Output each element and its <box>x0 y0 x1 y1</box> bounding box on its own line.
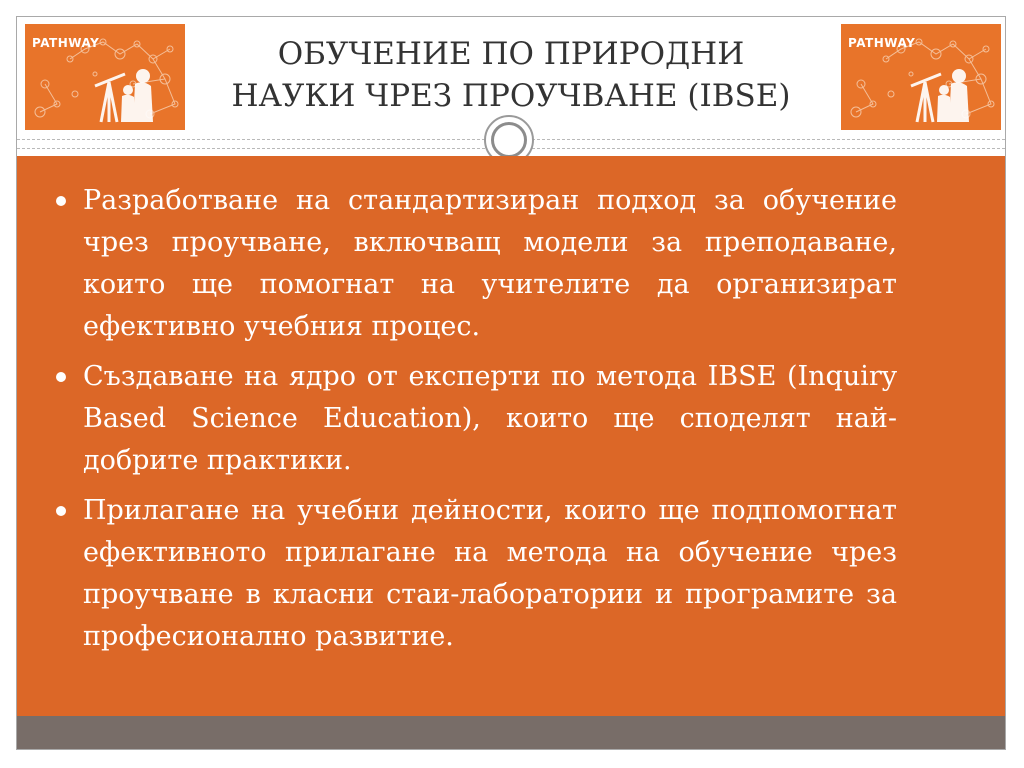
bullet-list <box>83 180 897 666</box>
page-title <box>199 33 823 117</box>
logo-label: PATHWAY <box>32 36 100 50</box>
footer-bar <box>17 716 1005 749</box>
bullet-text: Разработване на стандартизиран подход за обучение чрез проучване, включващ модели за преподаване, които ще помогнат на учителите да организират ефективно учебния процес. <box>83 185 897 342</box>
bullet-text: Прилагане на учебни дейности, които ще подпомогнат ефективното прилагане на метода на обучение чрез проучване в класни стаи-лаборатории и програмите за професионално развитие. <box>83 495 897 652</box>
bullet-text: Създаване на ядро от експерти по метода IBSE (Inquiry Based Science Education), които ще споделят най-добрите практики. <box>83 361 897 476</box>
pathway-logo-right <box>841 24 1001 130</box>
list-item <box>83 490 897 658</box>
title-line-2: НАУКИ ЧРЕЗ ПРОУЧВАНЕ (IBSE) <box>231 78 791 114</box>
list-item <box>83 180 897 348</box>
bullet-dot-icon <box>56 372 66 382</box>
pathway-logo-left <box>25 24 185 130</box>
logo-label: PATHWAY <box>848 36 916 50</box>
bullet-dot-icon <box>56 196 66 206</box>
list-item <box>83 356 897 482</box>
content-panel <box>17 156 1005 716</box>
title-line-1: ОБУЧЕНИЕ ПО ПРИРОДНИ <box>277 36 745 72</box>
bullet-dot-icon <box>56 506 66 516</box>
circle-ornament-inner <box>491 122 527 158</box>
